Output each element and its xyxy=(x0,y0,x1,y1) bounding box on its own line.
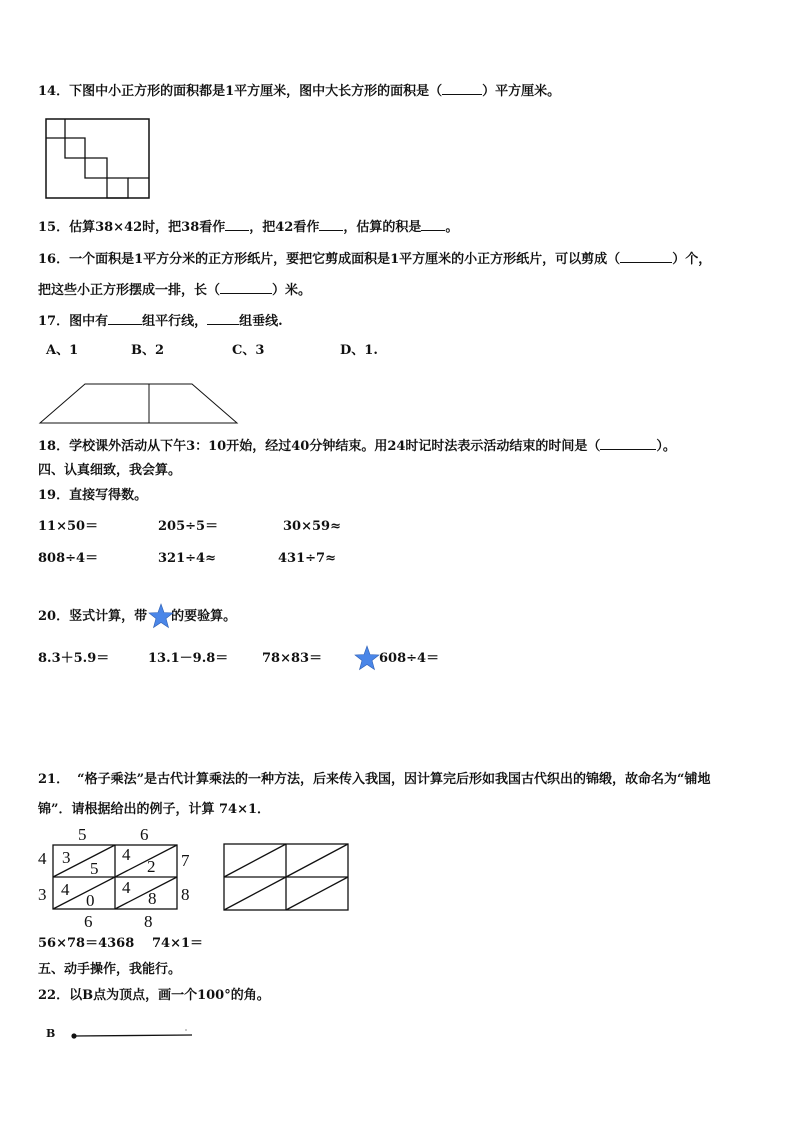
lattice-cell-digit: 3 xyxy=(62,848,71,867)
option-b[interactable]: B、2 xyxy=(131,343,165,358)
option-d[interactable]: D、1. xyxy=(340,343,378,358)
lattice-top-digit: 6 xyxy=(140,825,149,844)
lattice-top-digit: 5 xyxy=(78,825,87,844)
section-5-heading: 五、动手操作，我能行。 xyxy=(38,962,182,977)
question-text: ）。 xyxy=(656,439,676,454)
option-a[interactable]: A、1 xyxy=(46,343,79,358)
calc-item: 8.3＋5.9＝ xyxy=(38,651,110,666)
question-21 xyxy=(38,771,711,789)
answer-blank[interactable] xyxy=(220,281,272,294)
question-21-line2: 锦”．请根据给出的例子，计算 74×1． xyxy=(38,802,271,817)
lattice-bottom-digit: 8 xyxy=(144,912,153,931)
question-number: 18． xyxy=(38,439,70,454)
lattice-task-equation: 74×1＝ xyxy=(152,936,204,951)
question-text: ，把42看作 xyxy=(249,220,320,235)
question-text: 学校课外活动从下午3：10开始，经过40分钟结束。用24时记时法表示活动结束的时间是（ xyxy=(69,439,601,454)
calc-item: 78×83＝ xyxy=(262,651,323,666)
lattice-left-digit: 3 xyxy=(38,885,47,904)
question-text: 竖式计算，带 xyxy=(69,609,148,624)
answer-blank[interactable] xyxy=(207,312,239,325)
question-17 xyxy=(38,312,283,331)
question-text: 下图中小正方形的面积都是1平方厘米，图中大长方形的面积是（ xyxy=(69,84,443,99)
question-text: 估算38×42时，把38看作 xyxy=(69,220,226,235)
question-text: 一个面积是1平方分米的正方形纸片，要把它剪成面积是1平方厘米的小正方形纸片，可以剪成（ xyxy=(69,252,621,267)
calc-item: 431÷7≈ xyxy=(278,551,336,566)
question-22 xyxy=(38,987,270,1005)
question-number: 17． xyxy=(38,314,70,329)
question-14 xyxy=(38,82,560,101)
answer-blank[interactable] xyxy=(108,312,142,325)
question-number: 22． xyxy=(38,988,70,1003)
question-text: 组平行线， xyxy=(142,314,208,329)
question-text: 。 xyxy=(445,220,459,235)
question-number: 20． xyxy=(38,609,70,624)
answer-blank[interactable] xyxy=(620,250,672,263)
calc-item: 13.1－9.8＝ xyxy=(148,651,229,666)
option-c[interactable]: C、3 xyxy=(232,343,265,358)
question-15 xyxy=(38,218,458,237)
question-20 xyxy=(38,608,236,626)
lattice-example-equation: 56×78＝4368 xyxy=(38,936,135,951)
question-text: 组垂线. xyxy=(239,314,283,329)
lattice-right-digit: 7 xyxy=(181,851,190,870)
star-icon xyxy=(355,646,379,670)
question-18 xyxy=(38,437,676,456)
question-text: 直接写得数。 xyxy=(69,488,148,503)
answer-blank[interactable] xyxy=(600,437,656,450)
lattice-example-figure xyxy=(36,824,196,934)
question-number: 16． xyxy=(38,252,70,267)
answer-blank[interactable] xyxy=(442,82,482,95)
ray-from-point-b[interactable] xyxy=(68,1026,198,1046)
answer-blank[interactable] xyxy=(225,218,249,231)
question-16 xyxy=(38,250,711,269)
lattice-cell-digit: 4 xyxy=(61,880,70,899)
question-text: 图中有 xyxy=(69,314,109,329)
lattice-bottom-digit: 6 xyxy=(84,912,93,931)
calc-item: 205÷5＝ xyxy=(158,519,219,534)
calc-item: 808÷4＝ xyxy=(38,551,99,566)
calc-item: 608÷4＝ xyxy=(379,651,440,666)
point-b-label: B xyxy=(46,1027,56,1040)
question-text: ，估算的积是 xyxy=(343,220,422,235)
lattice-cell-digit: 8 xyxy=(148,889,157,908)
question-text: ）米。 xyxy=(272,283,312,298)
calc-item: 11×50＝ xyxy=(38,519,99,534)
answer-blank[interactable] xyxy=(421,218,445,231)
question-19 xyxy=(38,487,147,505)
question-text: ）平方厘米。 xyxy=(482,84,561,99)
lattice-cell-digit: 4 xyxy=(122,845,131,864)
question-text: 以B点为顶点，画一个100°的角。 xyxy=(69,988,270,1003)
trapezoid-figure xyxy=(40,383,240,425)
lattice-cell-digit: 4 xyxy=(122,878,131,897)
star-icon xyxy=(149,604,173,628)
rectangle-grid-figure xyxy=(45,118,155,200)
question-text: ）个， xyxy=(672,252,712,267)
question-number: 19． xyxy=(38,488,70,503)
section-4-heading: 四、认真细致，我会算。 xyxy=(38,463,182,478)
question-number: 14． xyxy=(38,84,70,99)
question-16-line2 xyxy=(38,281,311,300)
calc-item: 321÷4≈ xyxy=(158,551,216,566)
question-text: 把这些小正方形摆成一排，长（ xyxy=(38,283,221,298)
question-number: 21． xyxy=(38,772,70,787)
answer-blank[interactable] xyxy=(319,218,343,231)
lattice-blank-figure[interactable] xyxy=(222,842,352,912)
lattice-right-digit: 8 xyxy=(181,885,190,904)
lattice-cell-digit: 5 xyxy=(90,859,99,878)
lattice-left-digit: 4 xyxy=(38,849,47,868)
question-number: 15． xyxy=(38,220,70,235)
lattice-cell-digit: 0 xyxy=(86,891,95,910)
question-text: 的要验算。 xyxy=(171,609,237,624)
question-text: “格子乘法”是古代计算乘法的一种方法，后来传入我国，因计算完后形如我国古代织出的锦缎，故命名为“铺地 xyxy=(77,772,711,787)
lattice-cell-digit: 2 xyxy=(147,857,156,876)
calc-item: 30×59≈ xyxy=(283,519,341,534)
